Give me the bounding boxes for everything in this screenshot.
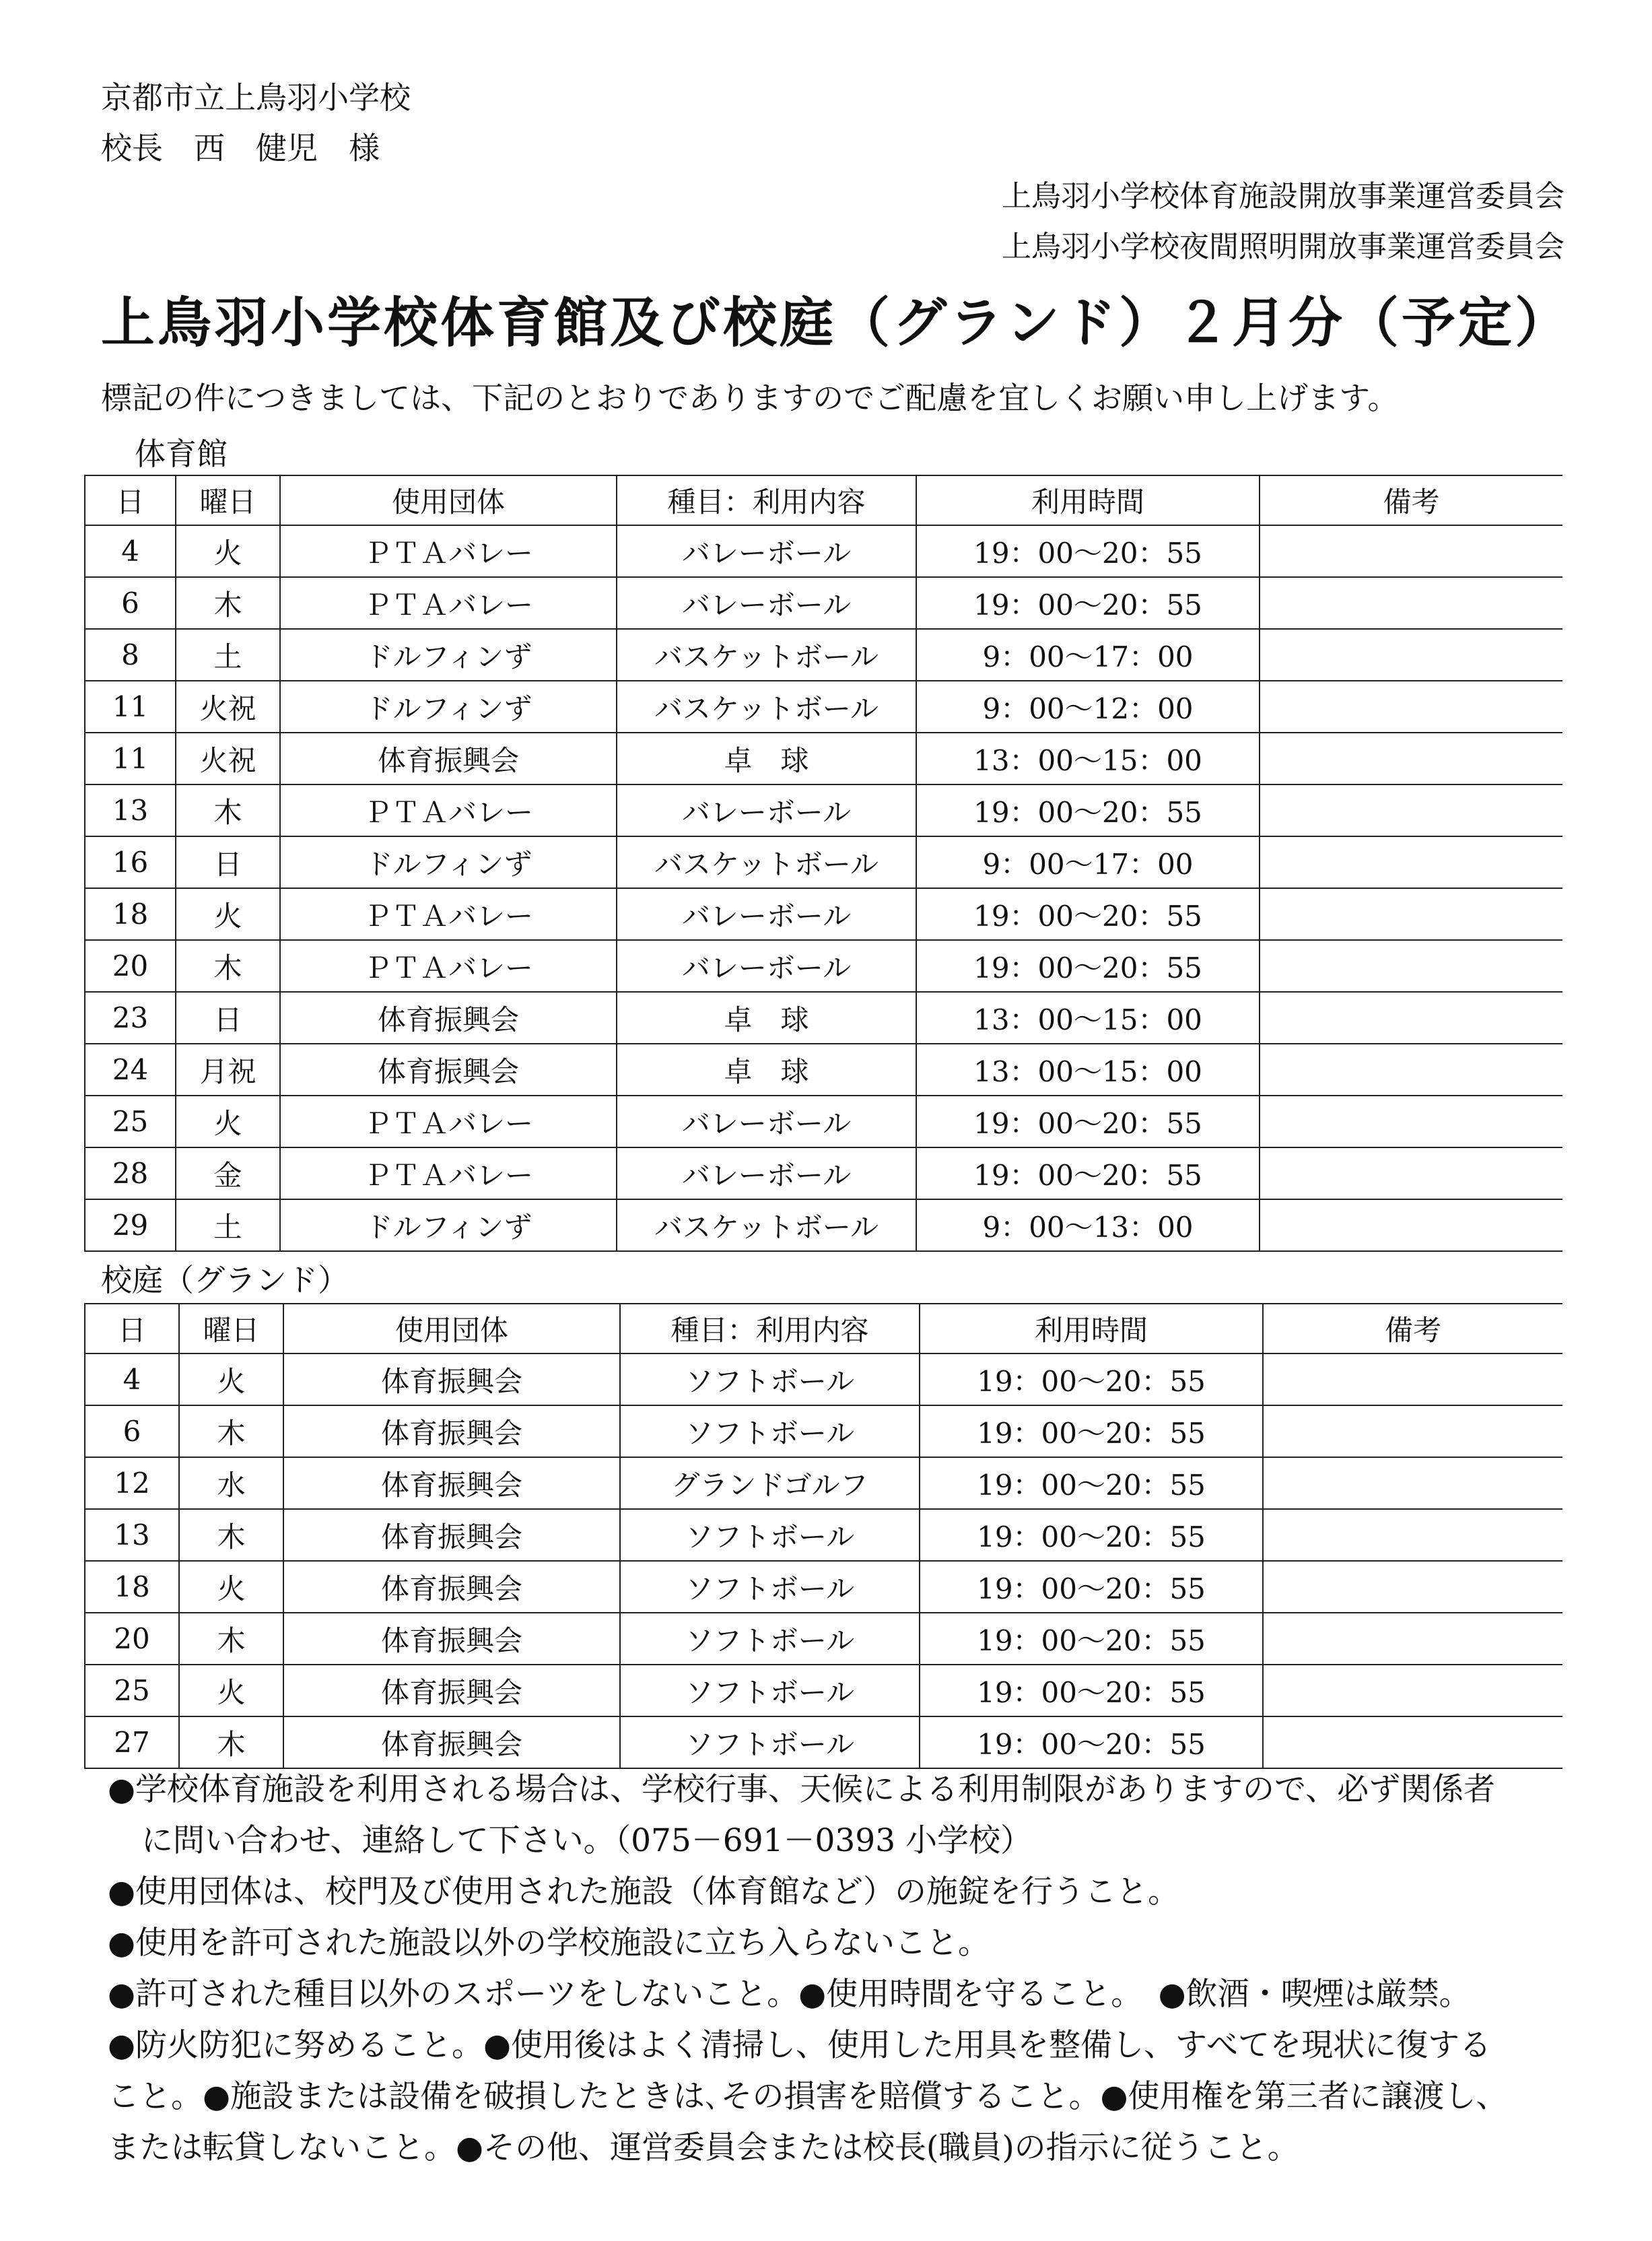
cell-weekday: 金 [176, 1147, 280, 1199]
cell-group: 体育振興会 [280, 992, 617, 1044]
cell-sport: ソフトボール [620, 1613, 920, 1665]
cell-sport: ソフトボール [620, 1716, 920, 1768]
cell-weekday: 月祝 [176, 1044, 280, 1096]
cell-note [1260, 733, 1562, 784]
cell-group: ドルフィンず [280, 836, 617, 888]
cell-note [1263, 1716, 1562, 1768]
cell-sport: バスケットボール [617, 629, 916, 681]
cell-group: ドルフィンず [280, 1199, 617, 1251]
cell-note [1260, 577, 1562, 629]
cell-group: 体育振興会 [283, 1613, 620, 1665]
table-row [85, 1096, 1562, 1147]
column-header-weekday: 曜日 [179, 1304, 283, 1353]
cell-sport: バスケットボール [617, 836, 916, 888]
cell-weekday: 木 [176, 940, 280, 992]
cell-weekday: 火 [179, 1353, 283, 1405]
recipient-school: 京都市立上鳥羽小学校 [101, 79, 411, 116]
table-row [85, 940, 1562, 992]
cell-time: 19：00～20：55 [920, 1405, 1263, 1457]
table-row [85, 1665, 1562, 1716]
rule-line: または転貸しないこと。●その他、運営委員会または校長(職員)の指示に従うこと。 [108, 2129, 1299, 2166]
rule-line: ●使用を許可された施設以外の学校施設に立ち入らないこと。 [108, 1925, 990, 1962]
cell-time: 9：00～17：00 [916, 629, 1260, 681]
cell-time: 19：00～20：55 [920, 1509, 1263, 1561]
cell-note [1263, 1561, 1562, 1613]
cell-note [1260, 1044, 1562, 1096]
cell-note [1260, 992, 1562, 1044]
cell-note [1260, 836, 1562, 888]
rule-line: ●使用団体は、校門及び使用された施設（体育館など）の施錠を行うこと。 [108, 1873, 1180, 1910]
cell-group: 体育振興会 [283, 1405, 620, 1457]
cell-sport: バレーボール [617, 577, 916, 629]
intro-text: 標記の件につきましては、下記のとおりでありますのでご配慮を宜しくお願い申し上げます。 [101, 380, 1399, 416]
gym-table-header [85, 475, 1562, 525]
cell-note [1263, 1613, 1562, 1665]
table-row [85, 1561, 1562, 1613]
cell-day: 6 [85, 577, 176, 629]
cell-group: 体育振興会 [283, 1457, 620, 1509]
table-row [85, 1353, 1562, 1405]
column-header-weekday: 曜日 [176, 475, 280, 525]
table-row [85, 784, 1562, 836]
cell-time: 9：00～12：00 [916, 681, 1260, 733]
rule-line: こと。●施設または設備を破損したときは､その損害を賠償すること。●使用権を第三者に譲渡し、 [108, 2078, 1508, 2115]
cell-sport: バスケットボール [617, 1199, 916, 1251]
cell-note [1263, 1405, 1562, 1457]
cell-sport: 卓 球 [617, 992, 916, 1044]
cell-time: 19：00～20：55 [920, 1665, 1263, 1716]
cell-time: 19：00～20：55 [920, 1561, 1263, 1613]
gym-table-body [85, 525, 1562, 1251]
table-row [85, 1199, 1562, 1251]
rule-line: ●学校体育施設を利用される場合は、学校行事、天候による利用制限がありますので、必ず関係者 [108, 1771, 1496, 1808]
cell-time: 19：00～20：55 [916, 784, 1260, 836]
cell-group: ＰＴＡバレー [280, 784, 617, 836]
cell-day: 11 [85, 733, 176, 784]
cell-weekday: 火 [179, 1561, 283, 1613]
cell-day: 8 [85, 629, 176, 681]
cell-weekday: 木 [179, 1509, 283, 1561]
column-header-group: 使用団体 [283, 1304, 620, 1353]
cell-day: 18 [85, 888, 176, 940]
cell-sport: ソフトボール [620, 1509, 920, 1561]
recipient-principal: 校長 西 健児 様 [101, 130, 380, 166]
cell-note [1260, 940, 1562, 992]
document-title: 上鳥羽小学校体育館及び校庭（グランド）２月分（予定） [101, 291, 1571, 354]
cell-group: 体育振興会 [283, 1716, 620, 1768]
cell-time: 13：00～15：00 [916, 992, 1260, 1044]
cell-time: 13：00～15：00 [916, 1044, 1260, 1096]
cell-group: ドルフィンず [280, 681, 617, 733]
cell-day: 18 [85, 1561, 179, 1613]
ground-schedule-table [84, 1303, 1562, 1769]
cell-group: ＰＴＡバレー [280, 525, 617, 577]
cell-sport: ソフトボール [620, 1561, 920, 1613]
cell-day: 16 [85, 836, 176, 888]
cell-group: ＰＴＡバレー [280, 1147, 617, 1199]
table-row [85, 1147, 1562, 1199]
ground-table-header [85, 1304, 1562, 1353]
cell-group: 体育振興会 [280, 733, 617, 784]
cell-day: 20 [85, 940, 176, 992]
cell-group: ＰＴＡバレー [280, 888, 617, 940]
column-header-time: 利用時間 [920, 1304, 1263, 1353]
cell-note [1263, 1509, 1562, 1561]
column-header-day: 日 [85, 1304, 179, 1353]
cell-weekday: 火祝 [176, 733, 280, 784]
table-row [85, 1716, 1562, 1768]
column-header-note: 備考 [1260, 475, 1562, 525]
cell-weekday: 土 [176, 1199, 280, 1251]
cell-time: 19：00～20：55 [916, 577, 1260, 629]
gym-section-label: 体育館 [135, 436, 228, 472]
header-row [85, 1304, 1562, 1353]
cell-group: 体育振興会 [283, 1509, 620, 1561]
cell-group: ドルフィンず [280, 629, 617, 681]
cell-group: ＰＴＡバレー [280, 940, 617, 992]
gym-schedule-table [84, 475, 1562, 1252]
cell-note [1263, 1665, 1562, 1716]
cell-time: 19：00～20：55 [920, 1353, 1263, 1405]
cell-note [1260, 1147, 1562, 1199]
cell-day: 11 [85, 681, 176, 733]
column-header-sport: 種目：利用内容 [620, 1304, 920, 1353]
column-header-day: 日 [85, 475, 176, 525]
column-header-group: 使用団体 [280, 475, 617, 525]
cell-sport: バレーボール [617, 784, 916, 836]
cell-day: 13 [85, 784, 176, 836]
cell-weekday: 土 [176, 629, 280, 681]
cell-day: 29 [85, 1199, 176, 1251]
cell-sport: ソフトボール [620, 1353, 920, 1405]
cell-weekday: 木 [179, 1716, 283, 1768]
cell-time: 19：00～20：55 [916, 1096, 1260, 1147]
cell-weekday: 水 [179, 1457, 283, 1509]
cell-time: 9：00～17：00 [916, 836, 1260, 888]
cell-group: ＰＴＡバレー [280, 577, 617, 629]
cell-sport: 卓 球 [617, 1044, 916, 1096]
cell-sport: グランドゴルフ [620, 1457, 920, 1509]
table-row [85, 525, 1562, 577]
cell-note [1260, 525, 1562, 577]
ground-table-body [85, 1353, 1562, 1768]
cell-sport: バレーボール [617, 525, 916, 577]
cell-time: 13：00～15：00 [916, 733, 1260, 784]
cell-group: 体育振興会 [283, 1353, 620, 1405]
cell-weekday: 火 [176, 888, 280, 940]
cell-note [1263, 1457, 1562, 1509]
table-row [85, 1457, 1562, 1509]
cell-note [1260, 629, 1562, 681]
cell-weekday: 木 [176, 577, 280, 629]
cell-sport: ソフトボール [620, 1405, 920, 1457]
column-header-sport: 種目：利用内容 [617, 475, 916, 525]
header-row [85, 475, 1562, 525]
table-row [85, 888, 1562, 940]
table-row [85, 1613, 1562, 1665]
cell-weekday: 木 [176, 784, 280, 836]
cell-note [1260, 1199, 1562, 1251]
cell-day: 4 [85, 525, 176, 577]
cell-sport: ソフトボール [620, 1665, 920, 1716]
table-row [85, 733, 1562, 784]
cell-note [1263, 1353, 1562, 1405]
cell-weekday: 火祝 [176, 681, 280, 733]
column-header-note: 備考 [1263, 1304, 1562, 1353]
cell-weekday: 火 [179, 1665, 283, 1716]
cell-sport: 卓 球 [617, 733, 916, 784]
cell-day: 12 [85, 1457, 179, 1509]
cell-day: 20 [85, 1613, 179, 1665]
table-row [85, 629, 1562, 681]
table-row [85, 681, 1562, 733]
cell-note [1260, 888, 1562, 940]
cell-time: 19：00～20：55 [920, 1613, 1263, 1665]
cell-sport: バレーボール [617, 940, 916, 992]
cell-weekday: 木 [179, 1405, 283, 1457]
cell-time: 19：00～20：55 [916, 1147, 1260, 1199]
cell-day: 4 [85, 1353, 179, 1405]
cell-sport: バレーボール [617, 1096, 916, 1147]
rule-line: ●許可された種目以外のスポーツをしないこと。●使用時間を守ること。 ●飲酒・喫煙は厳禁。 [108, 1976, 1471, 2013]
cell-time: 19：00～20：55 [920, 1457, 1263, 1509]
cell-weekday: 火 [176, 525, 280, 577]
table-row [85, 577, 1562, 629]
cell-day: 28 [85, 1147, 176, 1199]
cell-weekday: 日 [176, 836, 280, 888]
cell-sport: バレーボール [617, 1147, 916, 1199]
cell-day: 24 [85, 1044, 176, 1096]
cell-group: 体育振興会 [283, 1561, 620, 1613]
cell-time: 9：00～13：00 [916, 1199, 1260, 1251]
cell-sport: バレーボール [617, 888, 916, 940]
column-header-time: 利用時間 [916, 475, 1260, 525]
table-row [85, 1405, 1562, 1457]
cell-note [1260, 1096, 1562, 1147]
cell-time: 19：00～20：55 [916, 525, 1260, 577]
cell-day: 25 [85, 1665, 179, 1716]
table-row [85, 1044, 1562, 1096]
ground-section-label: 校庭（グランド） [101, 1262, 349, 1298]
cell-note [1260, 681, 1562, 733]
cell-weekday: 日 [176, 992, 280, 1044]
cell-day: 27 [85, 1716, 179, 1768]
cell-day: 25 [85, 1096, 176, 1147]
rule-line: に問い合わせ、連絡して下さい。（075－691－0393 小学校） [141, 1822, 1033, 1859]
cell-group: 体育振興会 [283, 1665, 620, 1716]
cell-time: 19：00～20：55 [916, 940, 1260, 992]
cell-day: 13 [85, 1509, 179, 1561]
cell-weekday: 木 [179, 1613, 283, 1665]
cell-sport: バスケットボール [617, 681, 916, 733]
sender-committee-1: 上鳥羽小学校体育施設開放事業運営委員会 [1002, 179, 1564, 213]
sender-committee-2: 上鳥羽小学校夜間照明開放事業運営委員会 [1002, 230, 1564, 264]
cell-time: 19：00～20：55 [916, 888, 1260, 940]
table-row [85, 1509, 1562, 1561]
cell-time: 19：00～20：55 [920, 1716, 1263, 1768]
cell-group: ＰＴＡバレー [280, 1096, 617, 1147]
cell-day: 6 [85, 1405, 179, 1457]
rule-line: ●防火防犯に努めること。●使用後はよく清掃し、使用した用具を整備し、すべてを現状に復する [108, 2027, 1492, 2064]
table-row [85, 836, 1562, 888]
usage-rules [108, 1764, 1582, 2174]
cell-day: 23 [85, 992, 176, 1044]
cell-group: 体育振興会 [280, 1044, 617, 1096]
cell-weekday: 火 [176, 1096, 280, 1147]
cell-note [1260, 784, 1562, 836]
table-row [85, 992, 1562, 1044]
